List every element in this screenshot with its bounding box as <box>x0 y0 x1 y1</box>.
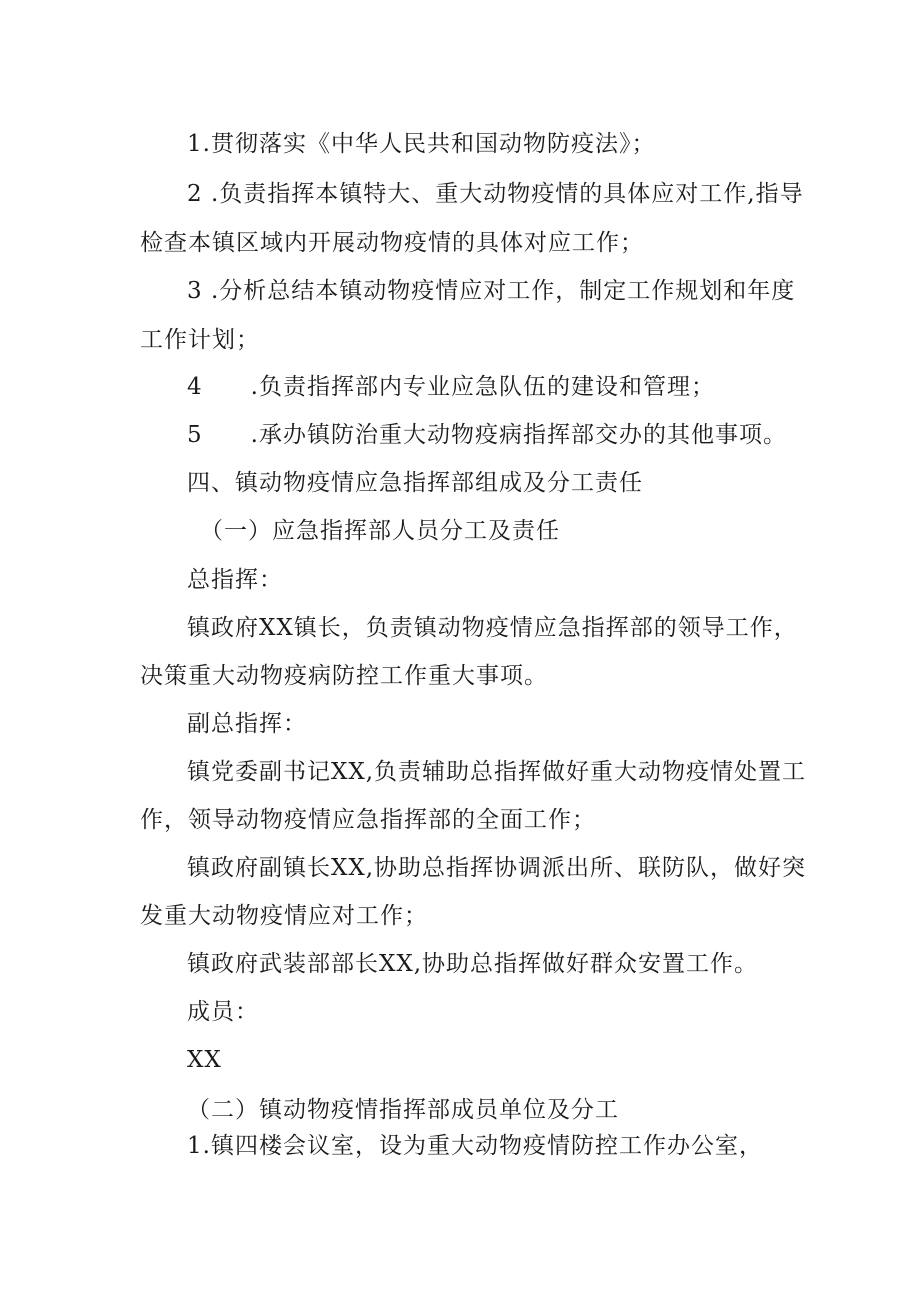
deputy-2-line-1: 镇政府副镇长XX,协助总指挥协调派出所、联防队，做好突 <box>187 855 807 881</box>
subsection-2-item-1: 1.镇四楼会议室，设为重大动物疫情防控工作办公室， <box>187 1133 763 1159</box>
members-label: 成员： <box>187 999 259 1025</box>
item-5-line: 5 .承办镇防治重大动物疫病指挥部交办的其他事项。 <box>187 422 787 448</box>
item-2-line-1: 2 .负责指挥本镇特大、重大动物疫情的具体应对工作,指导 <box>187 181 804 207</box>
deputy-3-line: 镇政府武装部部长XX,协助总指挥做好群众安置工作。 <box>187 951 759 977</box>
commander-desc-line-2: 决策重大动物疫病防控工作重大事项。 <box>140 663 548 689</box>
item-1-line: 1.贯彻落实《中华人民共和国动物防疫法》； <box>187 131 656 157</box>
deputy-2-line-2: 发重大动物疫情应对工作； <box>140 903 428 929</box>
item-2-line-2: 检查本镇区域内开展动物疫情的具体对应工作； <box>140 230 644 256</box>
members-value: XX <box>187 1047 222 1073</box>
item-3-line-1: 3 .分析总结本镇动物疫情应对工作，制定工作规划和年度 <box>187 278 796 304</box>
commander-desc-line-1: 镇政府XX镇长，负责镇动物疫情应急指挥部的领导工作， <box>187 615 798 641</box>
section-4-heading: 四、镇动物疫情应急指挥部组成及分工责任 <box>187 470 643 496</box>
commander-label: 总指挥： <box>187 567 283 593</box>
deputy-1-line-2: 作，领导动物疫情应急指挥部的全面工作； <box>140 807 596 833</box>
item-3-line-2: 工作计划； <box>140 327 260 353</box>
deputy-1-line-1: 镇党委副书记XX,负责辅助总指挥做好重大动物疫情处置工 <box>187 759 807 785</box>
subsection-2-heading: （二）镇动物疫情指挥部成员单位及分工 <box>187 1097 619 1123</box>
deputy-commander-label: 副总指挥： <box>187 711 307 737</box>
item-4-line: 4 .负责指挥部内专业应急队伍的建设和管理； <box>187 374 715 400</box>
subsection-1-heading: （一）应急指挥部人员分工及责任 <box>200 518 560 544</box>
